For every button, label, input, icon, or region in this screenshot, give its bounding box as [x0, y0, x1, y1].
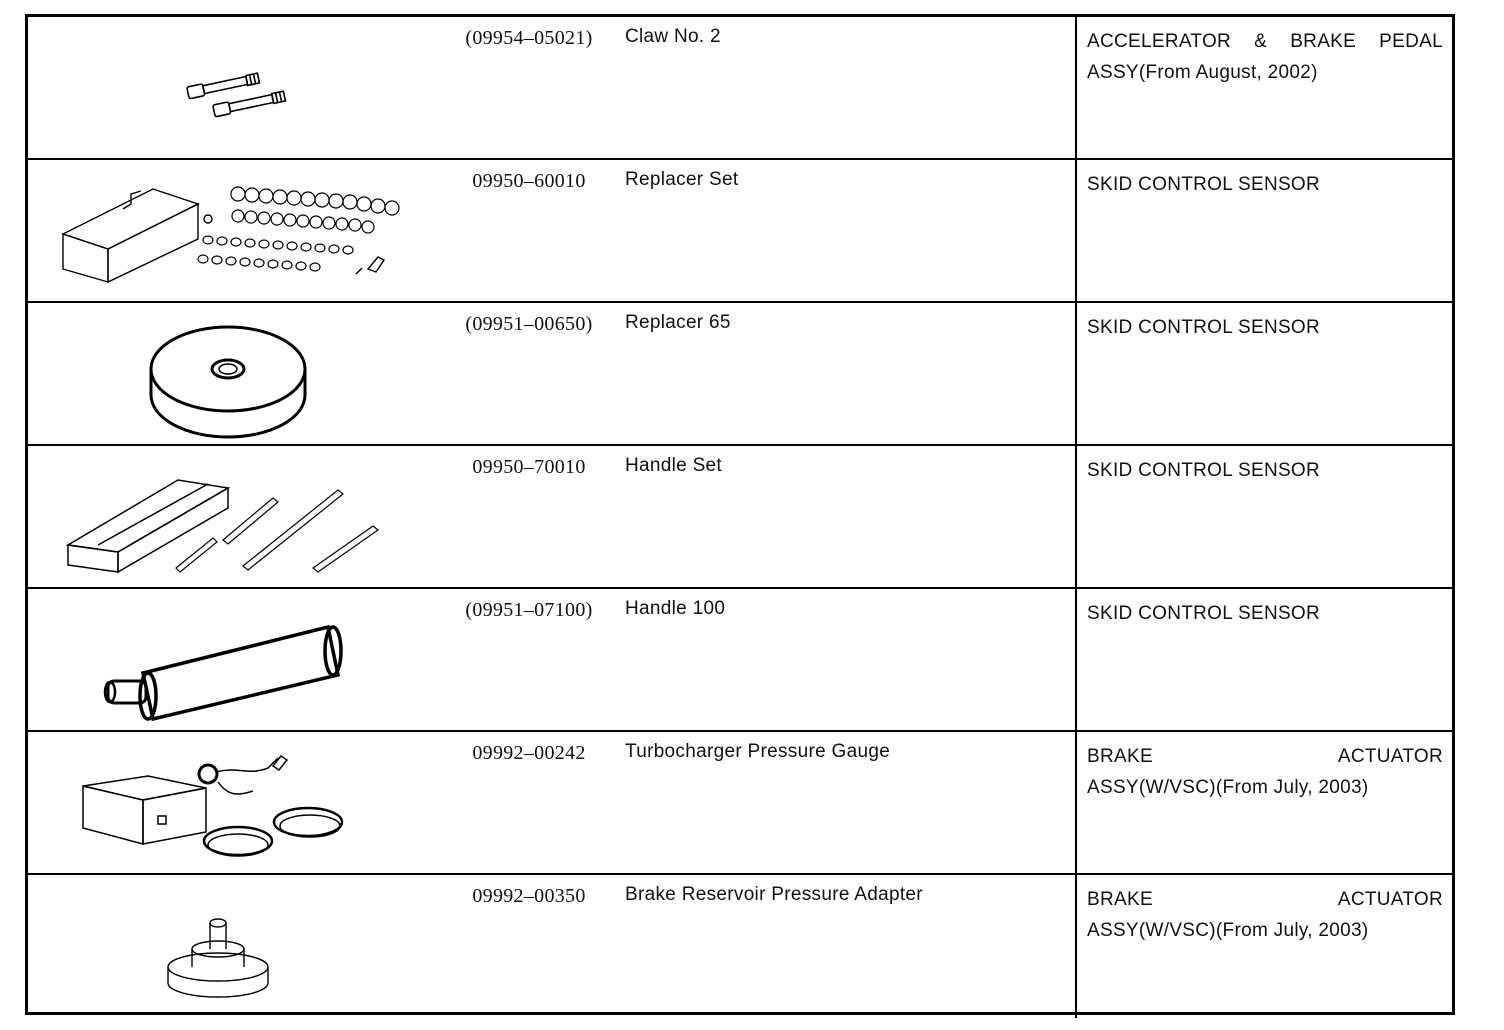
table-row	[28, 17, 1452, 160]
column-divider	[1075, 875, 1077, 1018]
usage-text	[1087, 312, 1443, 343]
usage-text	[1087, 169, 1443, 200]
column-divider	[1075, 17, 1077, 158]
part-number: 09992–00242	[472, 742, 586, 764]
pressure-gauge-icon	[38, 736, 438, 872]
usage-line-1: BRAKE ACTUATOR	[1087, 889, 1443, 910]
usage-line-2: ASSY(From August, 2002)	[1087, 62, 1318, 83]
handle-set-icon	[38, 450, 438, 586]
table-row	[28, 875, 1452, 1018]
usage-line-1: SKID CONTROL SENSOR	[1087, 317, 1321, 338]
usage-text	[1087, 598, 1443, 629]
pressure-adapter-icon	[38, 879, 438, 1015]
usage-text	[1087, 26, 1443, 88]
table-row	[28, 732, 1452, 875]
usage-line-1: SKID CONTROL SENSOR	[1087, 460, 1321, 481]
usage-text	[1087, 455, 1443, 486]
usage-text	[1087, 884, 1443, 946]
part-number: 09992–00350	[472, 885, 586, 907]
tool-name: Brake Reservoir Pressure Adapter	[625, 884, 923, 905]
handle-bar-icon	[38, 593, 438, 729]
claw-bolts-icon	[38, 21, 438, 157]
tool-name: Turbocharger Pressure Gauge	[625, 741, 891, 762]
table-row	[28, 589, 1452, 732]
column-divider	[1075, 732, 1077, 873]
tool-name: Replacer 65	[625, 312, 731, 333]
replacer-set-icon	[38, 164, 438, 300]
tool-name: Handle 100	[625, 598, 726, 619]
part-number: 09950–70010	[472, 456, 586, 478]
table-row	[28, 446, 1452, 589]
usage-line-2: ASSY(W/VSC)(From July, 2003)	[1087, 777, 1369, 798]
usage-line-1: SKID CONTROL SENSOR	[1087, 174, 1321, 195]
part-number: 09950–60010	[472, 170, 586, 192]
replacer-disc-icon	[38, 307, 438, 443]
usage-line-1: ACCELERATOR & BRAKE PEDAL	[1087, 31, 1443, 52]
column-divider	[1075, 589, 1077, 730]
table-row	[28, 160, 1452, 303]
tool-name: Claw No. 2	[625, 26, 721, 47]
column-divider	[1075, 160, 1077, 301]
column-divider	[1075, 303, 1077, 444]
part-number: (09954–05021)	[465, 27, 593, 49]
special-service-tools-table	[25, 14, 1455, 1015]
table-row	[28, 303, 1452, 446]
part-number: (09951–00650)	[465, 313, 593, 335]
tool-name: Handle Set	[625, 455, 723, 476]
column-divider	[1075, 446, 1077, 587]
part-number: (09951–07100)	[465, 599, 593, 621]
usage-line-1: BRAKE ACTUATOR	[1087, 746, 1443, 767]
usage-line-2: ASSY(W/VSC)(From July, 2003)	[1087, 920, 1369, 941]
usage-line-1: SKID CONTROL SENSOR	[1087, 603, 1321, 624]
usage-text	[1087, 741, 1443, 803]
tool-name: Replacer Set	[625, 169, 739, 190]
